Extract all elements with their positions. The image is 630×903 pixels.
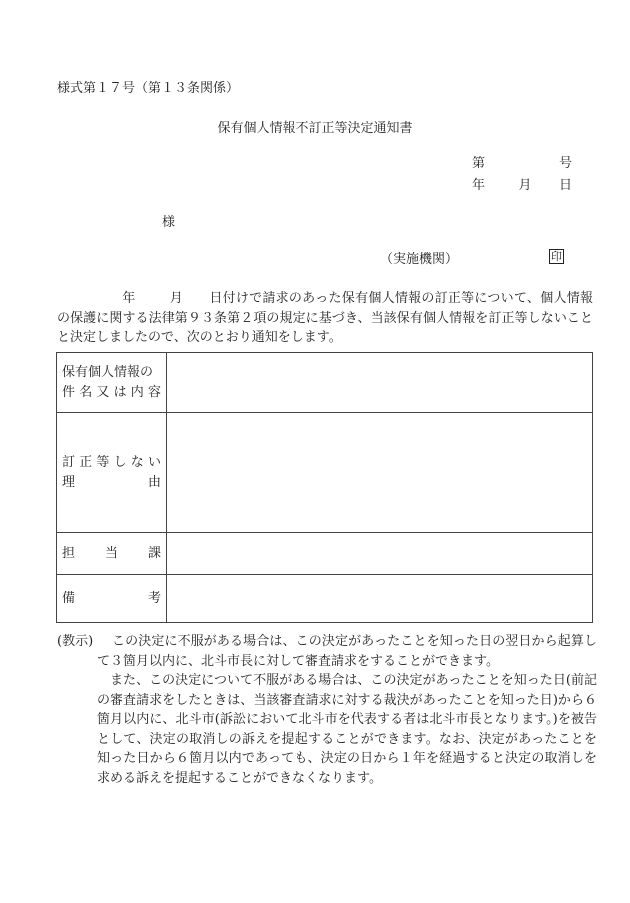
- date-day: 日: [558, 178, 572, 193]
- notice-heading: (教示): [57, 634, 94, 649]
- form-number: 様式第１７号（第１３条関係）: [57, 81, 240, 96]
- agency-label: （実施機関）: [380, 252, 459, 267]
- date-month: 月: [518, 178, 532, 193]
- label-line: 件 名 又 は 内 容: [62, 384, 161, 400]
- doc-number-prefix: 第: [472, 156, 486, 171]
- value-remarks: [167, 575, 593, 623]
- issue-date: [472, 179, 572, 192]
- value-department: [167, 533, 593, 575]
- label-reason: [57, 413, 167, 533]
- label-department: [57, 533, 167, 575]
- addressee: 様: [162, 215, 176, 230]
- table-row: [57, 533, 593, 575]
- document-title: 保有個人情報不訂正等決定通知書: [217, 121, 413, 136]
- label-remarks: [57, 575, 167, 623]
- table-row: [57, 413, 593, 533]
- body-month: 月: [169, 291, 184, 306]
- body-year: 年: [122, 291, 136, 306]
- label-record-subject: [57, 353, 167, 413]
- label-line: 訂 正 等 し な い: [62, 454, 161, 470]
- document-number: [472, 157, 572, 170]
- label-line: 保有個人情報の: [62, 364, 154, 380]
- label-line: 備 考: [62, 590, 161, 606]
- date-year: 年: [472, 178, 486, 193]
- appeal-notice: [57, 632, 597, 788]
- table-row: [57, 353, 593, 413]
- body-text: [57, 289, 593, 348]
- label-line: 担 当 課: [62, 545, 161, 561]
- seal-char: 印: [551, 250, 562, 263]
- info-table: [56, 352, 593, 623]
- value-reason: [167, 413, 593, 533]
- table-row: [57, 575, 593, 623]
- notice-paragraph-2: また、この決定について不服がある場合は、この決定があったことを知った日(前記の審査請求をしたときは、当該審査請求に対する裁決があったことを知った日)から６箇月以内に、北斗市(訴訟において北斗市を代表する者は北斗市長となります。)を被告として、決定の取消しの訴えを提起することができます。なお、決定があったことを知った日から６箇月以内であっても、決定の日から１年を経過すると決定の取消しを求める訴えを提起することができなくなります。: [97, 673, 597, 786]
- body-main-text: 日付けで請求のあった保有個人情報の訂正等について、個人情報の保護に関する法律第９３条第２項の規定に基づき、当該保有個人情報を訂正等しないことと決定しましたので、次のとおり通知をします。: [57, 291, 593, 345]
- notice-paragraph-1: この決定に不服がある場合は、この決定があったことを知った日の翌日から起算して３箇月以内に、北斗市長に対して審査請求をすることができます。: [97, 634, 597, 669]
- seal-mark: [549, 249, 564, 264]
- doc-number-suffix: 号: [558, 156, 572, 171]
- label-line: 理 由: [62, 474, 161, 490]
- value-record-subject: [167, 353, 593, 413]
